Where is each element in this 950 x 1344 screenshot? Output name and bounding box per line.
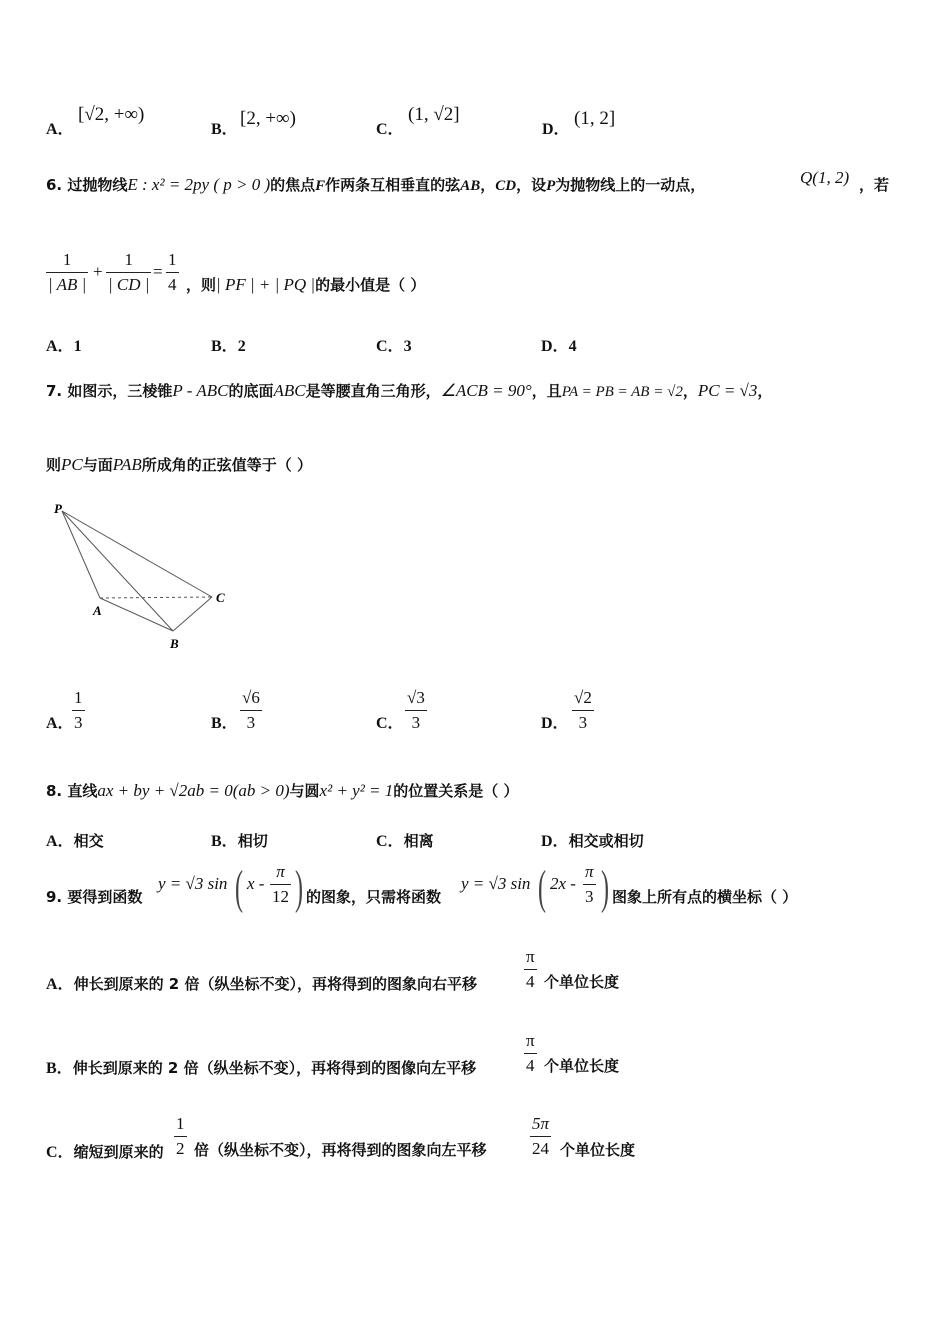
q7-option-a-den: 3: [72, 710, 85, 733]
q9-number: 9.: [46, 888, 63, 906]
q9-option-c-k-num: 1: [176, 1114, 185, 1133]
q9-option-a-num: π: [526, 947, 535, 966]
q7-text-3: 是等腰直角三角形，: [305, 382, 441, 400]
q7-pyramid-figure: [40, 495, 240, 655]
q9-func2-fraction: [583, 862, 596, 907]
q6-text-8: 的最小值是（ ）: [315, 276, 426, 294]
q9-func2-rparen: ): [601, 861, 609, 914]
q9-func2-num: π: [585, 862, 594, 881]
q5-option-c-letter: C．: [376, 121, 404, 138]
q7-line2: [46, 454, 312, 475]
q6-option-b: [211, 333, 246, 356]
q6-option-a: [46, 333, 82, 356]
q6-plus: +: [93, 262, 103, 281]
q7-line-pc: PC: [61, 455, 83, 474]
q8-option-c: [376, 828, 434, 851]
q7-option-b-den: 3: [240, 710, 262, 733]
q8-option-d: [541, 828, 644, 851]
q7-text-2: 的底面: [228, 382, 274, 400]
q7-base: ABC: [273, 381, 306, 400]
q9-intro: [46, 886, 142, 907]
q6-point-q: Q(1, 2): [800, 168, 850, 187]
q9-option-b-den: 4: [524, 1053, 537, 1076]
label-a: A: [93, 603, 102, 618]
edge-pa: [62, 511, 100, 598]
q7-angle: ∠ACB = 90°: [440, 381, 532, 400]
q8-text-3: 的位置关系是（ ）: [393, 782, 519, 800]
q5-option-b-value: [2, +∞): [240, 108, 296, 129]
q9-option-b-shift: [524, 1031, 537, 1076]
q6-fraction-ab: [46, 250, 88, 295]
q9-option-a: [46, 971, 477, 994]
q9-func1-rparen: ): [295, 861, 303, 914]
q6-option-d-value: 4: [568, 338, 577, 355]
q9-func2-prefix: y = √3 sin: [461, 874, 531, 893]
q6-text-5: 为抛物线上的一动点，: [555, 176, 706, 194]
q8-option-d-letter: D．: [541, 833, 569, 850]
q9-option-b: [46, 1055, 476, 1078]
q9-option-a-text: 伸长到原来的 2 倍（纵坐标不变），再将得到的图象向右平移: [73, 975, 477, 993]
q8-option-b-letter: B．: [211, 833, 238, 850]
q9-option-c-scale: [174, 1114, 187, 1159]
q6-fraction-ab-num: 1: [62, 250, 72, 269]
q9-text-2: 的图象，只需将函数: [306, 888, 442, 906]
edge-pb: [62, 511, 173, 631]
q9-func2-den: 3: [583, 884, 596, 907]
q9-option-c-unit: 个单位长度: [560, 1141, 636, 1159]
q7-text-9: 所成角的正弦值等于（ ）: [141, 456, 312, 474]
q6-option-d: [541, 333, 577, 356]
q9-option-c-k-den: 2: [174, 1136, 187, 1159]
q9-option-c-text-b: 倍（纵坐标不变），再将得到的图象向左平移: [194, 1141, 487, 1159]
q6-option-b-letter: B．: [211, 338, 238, 355]
q8-line: [46, 780, 519, 801]
q6-text-1: 过抛物线: [67, 176, 128, 194]
q8-number: 8.: [46, 782, 63, 800]
q8-option-a-letter: A．: [46, 833, 74, 850]
q7-option-d-den: 3: [572, 710, 594, 733]
q7-plane-pab: PAB: [112, 455, 142, 474]
q9-option-c-den: 24: [530, 1136, 551, 1159]
q6-parabola-eq: E : x² = 2py ( p > 0 ): [127, 175, 271, 194]
q7-text-1: 如图示，三棱锥: [67, 382, 173, 400]
q5-option-d-value: (1, 2]: [574, 108, 616, 129]
q9-option-c-text: 缩短到原来的: [73, 1143, 164, 1161]
q9-func1-x: x -: [247, 874, 265, 893]
q9-option-b-text: 伸长到原来的 2 倍（纵坐标不变），再将得到的图像向左平移: [72, 1059, 477, 1077]
q5-option-d-letter: D．: [542, 121, 570, 138]
edge-ac-hidden: [100, 597, 212, 598]
q5-option-b-letter: B．: [211, 121, 238, 138]
q6-point-p: P: [546, 178, 556, 194]
q7-option-c-num: √3: [407, 688, 425, 707]
label-p: P: [54, 501, 62, 516]
q8-option-b-text: 相切: [237, 832, 268, 850]
q9-option-a-shift: [524, 947, 537, 992]
q6-chord-ab: AB: [460, 178, 481, 194]
q6-option-a-value: 1: [73, 338, 82, 355]
q6-fraction-cd: [106, 250, 151, 295]
q9-option-a-unit: 个单位长度: [544, 973, 620, 991]
q8-option-c-letter: C．: [376, 833, 404, 850]
q9-func1-num: π: [276, 862, 285, 881]
q7-pyramid: P - ABC: [172, 381, 229, 400]
q6-option-c: [376, 333, 412, 356]
q7-number: 7.: [46, 382, 63, 400]
q6-text-6: ，若: [859, 176, 890, 194]
q7-line1: [46, 380, 772, 401]
q7-pc-length: PC = √3: [697, 381, 758, 400]
q7-option-a-fraction: [72, 688, 85, 733]
q9-func2-x: 2x -: [550, 874, 576, 893]
q6-sep: ，: [480, 176, 496, 194]
q8-line-eq: ax + by + √2ab = 0(ab > 0): [97, 781, 290, 800]
q9-option-b-letter: B．: [46, 1060, 73, 1077]
q7-option-d-letter: D．: [541, 715, 569, 732]
q6-expression: | PF | + | PQ |: [216, 275, 316, 294]
q6-fraction-cd-num: 1: [124, 250, 133, 269]
q6-text-4: ，设: [516, 176, 547, 194]
q5-option-a-value: [√2, +∞): [78, 104, 145, 125]
q9-func1-lparen: (: [235, 861, 243, 914]
q7-option-c-fraction: [405, 688, 427, 733]
q7-option-d-num: √2: [574, 688, 592, 707]
q6-line1: [46, 174, 705, 195]
q7-option-d-fraction: [572, 688, 594, 733]
label-c: C: [216, 590, 225, 605]
q9-option-c-shift: [530, 1114, 551, 1159]
q7-lengths: PA = PB = AB = √2: [561, 384, 683, 400]
q6-text-3: 作两条互相垂直的弦: [325, 176, 461, 194]
q8-option-c-text: 相离: [403, 832, 434, 850]
q7-option-b-fraction: [240, 688, 262, 733]
q6-line2: [186, 274, 425, 295]
q9-option-a-den: 4: [524, 969, 537, 992]
q9-option-c-letter: C．: [46, 1144, 74, 1161]
edge-pc: [62, 511, 212, 597]
q6-chord-cd: CD: [495, 178, 517, 194]
q9-option-c-num: 5π: [532, 1114, 550, 1133]
q8-option-b: [211, 828, 268, 851]
q7-text-7: 则: [46, 456, 62, 474]
q5-option-a-letter: A．: [46, 121, 74, 138]
q6-option-c-letter: C．: [376, 338, 404, 355]
q5-option-c-value: (1, √2]: [408, 104, 460, 125]
q6-equals: =: [153, 262, 163, 281]
q9-func1-fraction: [270, 862, 291, 907]
q8-option-a: [46, 828, 104, 851]
q6-fraction-quarter: [166, 250, 179, 295]
q9-text-3: 图象上所有点的横坐标（ ）: [612, 888, 798, 906]
q9-option-a-letter: A．: [46, 976, 74, 993]
q8-option-a-text: 相交: [73, 832, 104, 850]
q8-circle-eq: x² + y² = 1: [319, 781, 394, 800]
q9-option-b-num: π: [526, 1031, 535, 1050]
q6-fraction-cd-den: | CD |: [106, 272, 151, 295]
q6-number: 6.: [46, 176, 63, 194]
edge-bc: [173, 597, 212, 631]
q7-text-6: ，: [757, 382, 773, 400]
q7-text-8: 与面: [82, 456, 113, 474]
label-b: B: [170, 636, 179, 651]
q6-fraction-ab-den: | AB |: [46, 272, 88, 295]
q6-option-c-value: 3: [403, 338, 412, 355]
q9-option-c: [46, 1139, 164, 1162]
q9-func1-prefix: y = √3 sin: [158, 874, 228, 893]
q6-option-a-letter: A．: [46, 338, 74, 355]
q7-option-c-letter: C．: [376, 715, 404, 732]
q8-text-2: 与圆: [289, 782, 320, 800]
q7-option-b-letter: B．: [211, 715, 238, 732]
q7-option-a-num: 1: [74, 688, 83, 707]
q7-option-b-num: √6: [242, 688, 260, 707]
edge-ab: [100, 598, 173, 631]
q7-option-a-letter: A．: [46, 715, 74, 732]
q9-func2-lparen: (: [538, 861, 546, 914]
q6-focus-f: F: [315, 178, 326, 194]
q7-text-4: ，且: [531, 382, 562, 400]
q6-fraction-quarter-den: 4: [166, 272, 179, 295]
q7-option-c-den: 3: [405, 710, 427, 733]
q9-option-b-unit: 个单位长度: [544, 1057, 620, 1075]
q8-option-d-text: 相交或相切: [568, 832, 644, 850]
q6-fraction-quarter-num: 1: [168, 250, 177, 269]
q8-text-1: 直线: [67, 782, 98, 800]
q6-option-d-letter: D．: [541, 338, 569, 355]
q9-text-1: 要得到函数: [67, 888, 143, 906]
q6-text-7: ，则: [186, 276, 217, 294]
q7-text-5: ，: [682, 382, 698, 400]
q6-text-2: 的焦点: [270, 176, 316, 194]
q6-option-b-value: 2: [237, 338, 246, 355]
q9-func1-den: 12: [270, 884, 291, 907]
